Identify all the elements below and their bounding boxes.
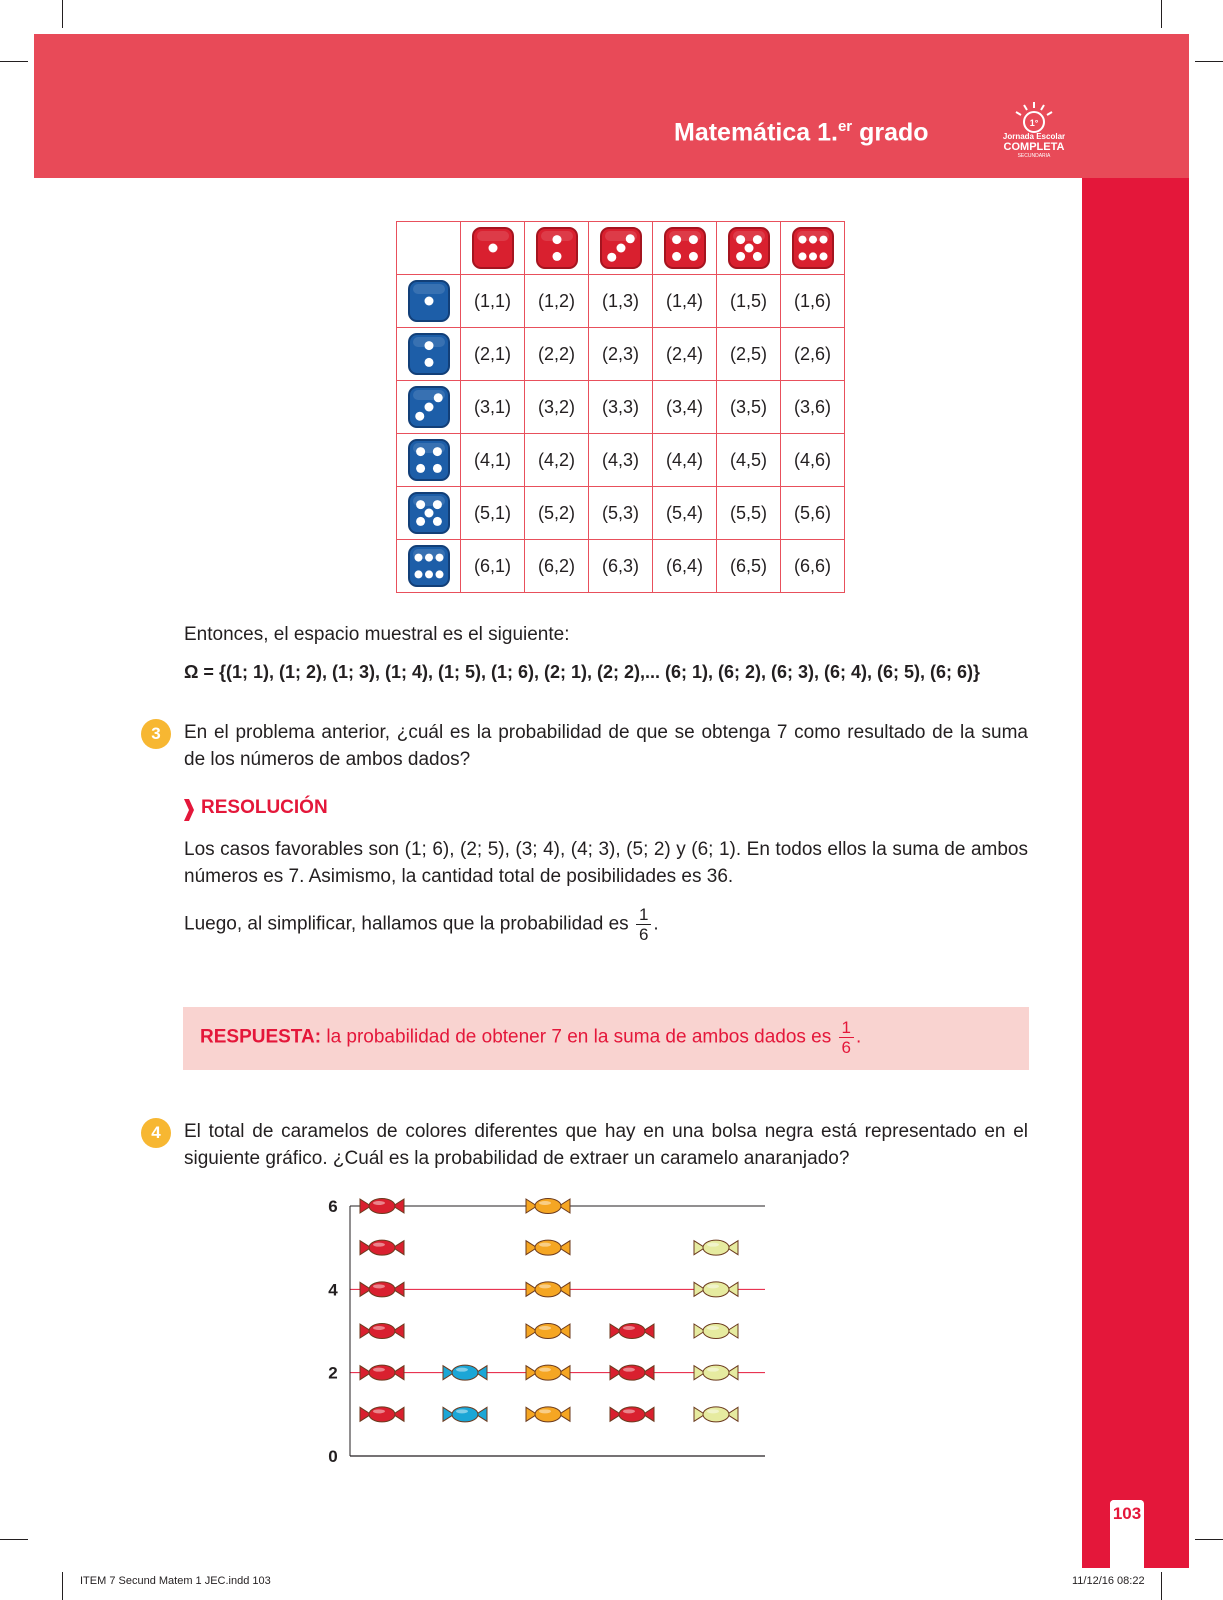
answer-label: RESPUESTA: xyxy=(200,1026,322,1048)
header-die-cell xyxy=(653,222,717,275)
crop-mark xyxy=(1195,61,1223,62)
candy-pictograph xyxy=(320,1190,770,1470)
candy-mark xyxy=(526,1324,570,1339)
conclusion-text: Luego, al simplificar, hallamos que la probabilidad es xyxy=(184,913,629,935)
row-die-cell xyxy=(397,328,461,381)
candy-mark xyxy=(610,1365,654,1380)
table-row xyxy=(397,275,845,328)
outcome-cell: (6,5) xyxy=(717,540,781,593)
die-face-5-icon xyxy=(728,227,770,269)
outcome-cell: (4,2) xyxy=(525,434,589,487)
outcome-cell: (3,2) xyxy=(525,381,589,434)
sample-space-set: Ω = {(1; 1), (1; 2), (1; 3), (1; 4), (1; 5), (1; 6), (2; 1), (2; 2),... (6; 1), (6; 2), (6; 3), (6; 4), (6; 5), (6; 6)} xyxy=(184,662,981,682)
answer-text: RESPUESTA: la probabilidad de obtener 7 en la suma de ambos dados es $\frac{1}{6}$ . xyxy=(200,1018,862,1057)
outcome-cell: (2,3) xyxy=(589,328,653,381)
outcome-cell: (3,1) xyxy=(461,381,525,434)
outcome-cell: (1,1) xyxy=(461,275,525,328)
row-die-cell xyxy=(397,381,461,434)
outcome-cell: (4,1) xyxy=(461,434,525,487)
die-face-4-icon xyxy=(664,227,706,269)
outcome-cell: (2,4) xyxy=(653,328,717,381)
header-die-cell xyxy=(589,222,653,275)
outcome-cell: (2,6) xyxy=(781,328,845,381)
crop-mark xyxy=(1161,1572,1162,1600)
candy-mark xyxy=(694,1240,738,1255)
crop-mark xyxy=(0,61,28,62)
crop-mark xyxy=(0,1539,28,1540)
outcome-cell: (4,6) xyxy=(781,434,845,487)
header-die-cell xyxy=(781,222,845,275)
die-face-3-icon xyxy=(408,386,450,428)
outcome-cell: (1,6) xyxy=(781,275,845,328)
candy-mark xyxy=(694,1365,738,1380)
outcome-cell: (5,1) xyxy=(461,487,525,540)
header-die-cell xyxy=(717,222,781,275)
candy-mark xyxy=(360,1282,404,1297)
outcome-cell: (6,1) xyxy=(461,540,525,593)
resolution-paragraph: Los casos favorables son (1; 6), (2; 5), (3; 4), (4; 3), (5; 2) y (6; 1). En todos ellos la suma de ambos números es 7. Asimismo, la cantidad total de posibilidades es 36. xyxy=(184,839,1028,887)
outcome-cell: (1,5) xyxy=(717,275,781,328)
side-bar xyxy=(1082,178,1189,1568)
candy-mark xyxy=(694,1407,738,1422)
y-tick-label: 6 xyxy=(328,1197,338,1216)
svg-text:1°: 1° xyxy=(1029,118,1039,128)
candy-mark xyxy=(610,1407,654,1422)
svg-text:Jornada Escolar: Jornada Escolar xyxy=(1002,132,1066,141)
svg-text:COMPLETA: COMPLETA xyxy=(1003,141,1065,153)
outcome-cell: (3,4) xyxy=(653,381,717,434)
outcome-cell: (5,5) xyxy=(717,487,781,540)
row-die-cell xyxy=(397,487,461,540)
candy-mark xyxy=(360,1199,404,1214)
crop-mark xyxy=(62,0,63,28)
question-3-text: En el problema anterior, ¿cuál es la probabilidad de que se obtenga 7 como resultado de la suma de los números de ambos dados? xyxy=(184,722,1028,770)
die-face-1-icon xyxy=(408,280,450,322)
table-corner-cell xyxy=(397,222,461,275)
candy-mark xyxy=(360,1324,404,1339)
table-row xyxy=(397,328,845,381)
outcome-cell: (3,5) xyxy=(717,381,781,434)
outcome-cell: (5,4) xyxy=(653,487,717,540)
outcome-cell: (5,3) xyxy=(589,487,653,540)
candy-mark xyxy=(526,1199,570,1214)
die-face-1-icon xyxy=(472,227,514,269)
candy-mark xyxy=(610,1324,654,1339)
table-header-row xyxy=(397,222,845,275)
resolution-heading: RESOLUCIÓN xyxy=(201,797,328,818)
page-number: 103 xyxy=(1110,1500,1144,1528)
footer-timestamp: 11/12/16 08:22 xyxy=(1072,1575,1145,1587)
outcome-cell: (6,6) xyxy=(781,540,845,593)
crop-mark xyxy=(1195,1539,1223,1540)
jornada-completa-logo xyxy=(994,100,1074,160)
chevron-right-icon xyxy=(184,799,194,821)
y-tick-label: 0 xyxy=(328,1447,338,1466)
table-row xyxy=(397,381,845,434)
outcome-cell: (4,3) xyxy=(589,434,653,487)
candy-mark xyxy=(694,1324,738,1339)
outcome-cell: (4,5) xyxy=(717,434,781,487)
outcome-cell: (5,6) xyxy=(781,487,845,540)
die-face-6-icon xyxy=(408,545,450,587)
candy-mark xyxy=(360,1365,404,1380)
die-face-5-icon xyxy=(408,492,450,534)
outcome-cell: (3,6) xyxy=(781,381,845,434)
outcome-cell: (6,2) xyxy=(525,540,589,593)
page-title: Matemática 1.$^{er}$ grado xyxy=(674,118,929,147)
svg-text:SECUNDARIA: SECUNDARIA xyxy=(1017,153,1051,159)
candy-mark xyxy=(526,1365,570,1380)
candy-mark xyxy=(360,1407,404,1422)
outcome-cell: (3,3) xyxy=(589,381,653,434)
resolution-conclusion: Luego, al simplificar, hallamos que la probabilidad es $\frac{1}{6}$ . xyxy=(184,905,659,944)
dice-outcome-table xyxy=(396,221,845,593)
row-die-cell xyxy=(397,434,461,487)
question-4-text: El total de caramelos de colores diferentes que hay en una bolsa negra está representado en el siguiente gráfico. ¿Cuál es la probabilidad de extraer un caramelo anaranjado? xyxy=(184,1121,1028,1169)
row-die-cell xyxy=(397,540,461,593)
table-row xyxy=(397,434,845,487)
candy-mark xyxy=(443,1365,487,1380)
die-face-6-icon xyxy=(792,227,834,269)
y-tick-label: 2 xyxy=(328,1363,338,1383)
die-face-4-icon xyxy=(408,439,450,481)
outcome-cell: (6,4) xyxy=(653,540,717,593)
outcome-cell: (2,1) xyxy=(461,328,525,381)
sample-space-intro: Entonces, el espacio muestral es el siguiente: xyxy=(184,624,570,645)
candy-mark xyxy=(526,1282,570,1297)
row-die-cell xyxy=(397,275,461,328)
outcome-cell: (6,3) xyxy=(589,540,653,593)
outcome-cell: (2,5) xyxy=(717,328,781,381)
candy-mark xyxy=(360,1240,404,1255)
outcome-cell: (2,2) xyxy=(525,328,589,381)
outcome-cell: (4,4) xyxy=(653,434,717,487)
header-die-cell xyxy=(525,222,589,275)
die-face-2-icon xyxy=(536,227,578,269)
header-die-cell xyxy=(461,222,525,275)
question-number-badge: 4 xyxy=(141,1118,171,1148)
candy-mark xyxy=(694,1282,738,1297)
table-row xyxy=(397,487,845,540)
fraction: $\frac{1}{6}$ xyxy=(636,905,651,944)
table-row xyxy=(397,540,845,593)
candy-mark xyxy=(526,1240,570,1255)
candy-mark xyxy=(443,1407,487,1422)
crop-mark xyxy=(1161,0,1162,28)
crop-mark xyxy=(62,1572,63,1600)
footer-file-info: ITEM 7 Secund Matem 1 JEC.indd 103 xyxy=(80,1575,271,1587)
candy-mark xyxy=(526,1407,570,1422)
outcome-cell: (5,2) xyxy=(525,487,589,540)
outcome-cell: (1,4) xyxy=(653,275,717,328)
die-face-2-icon xyxy=(408,333,450,375)
question-number-badge: 3 xyxy=(141,719,171,749)
outcome-cell: (1,3) xyxy=(589,275,653,328)
die-face-3-icon xyxy=(600,227,642,269)
y-tick-label: 4 xyxy=(328,1280,338,1300)
outcome-cell: (1,2) xyxy=(525,275,589,328)
fraction: $\frac{1}{6}$ xyxy=(839,1018,854,1057)
